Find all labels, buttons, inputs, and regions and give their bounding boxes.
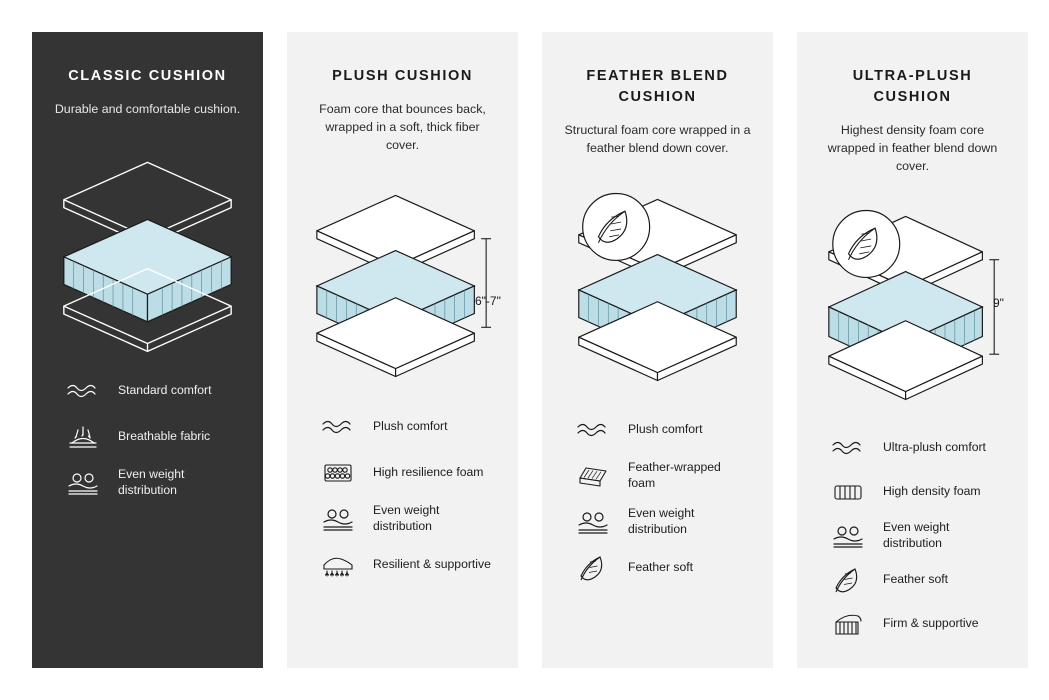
- cushion-card-ultra-plush: [797, 32, 1028, 668]
- page-title: FEATHER BLEND CUSHION: [586, 68, 729, 106]
- cushion-diagram-plush: [309, 165, 496, 403]
- list-item: [317, 457, 496, 489]
- waves-icon: [317, 411, 359, 443]
- list-item: [572, 506, 751, 538]
- feature-label: Feather soft: [883, 572, 949, 587]
- waves-icon: [827, 432, 869, 464]
- card-description: Durable and comfortable cushion.: [54, 102, 241, 117]
- feature-label: Feather-wrapped foam: [628, 460, 721, 490]
- feather-icon: [827, 564, 869, 596]
- page-title: CLASSIC CUSHION: [68, 68, 227, 84]
- feature-label: High density foam: [883, 484, 981, 499]
- cushion-card-classic: [32, 32, 263, 668]
- list-item: [827, 520, 1006, 552]
- feature-label: Plush comfort: [628, 422, 703, 437]
- card-description: Structural foam core wrapped in a feather blend down cover.: [564, 123, 751, 156]
- high-density-foam-icon: [827, 476, 869, 508]
- feature-label: Even weight distribution: [628, 506, 695, 536]
- dimension-marker: [481, 239, 491, 328]
- page-title: PLUSH CUSHION: [332, 68, 473, 84]
- even-weight-icon: [317, 503, 359, 535]
- dimension-label: 9": [993, 296, 1004, 310]
- even-weight-icon: [62, 467, 104, 499]
- list-item: [317, 503, 496, 535]
- honeycomb-foam-icon: [317, 457, 359, 489]
- feature-list: [819, 432, 1006, 640]
- feature-label: Firm & supportive: [883, 616, 979, 631]
- cushion-diagram-ultra-plush: [819, 186, 1006, 424]
- card-description: Foam core that bounces back, wrapped in a soft, thick fiber cover.: [319, 102, 486, 152]
- feather-icon: [572, 552, 614, 584]
- list-item: [317, 549, 496, 581]
- feature-label: Ultra-plush comfort: [883, 440, 986, 455]
- feature-label: Resilient & supportive: [373, 557, 491, 572]
- card-description: Highest density foam core wrapped in feather blend down cover.: [827, 123, 998, 173]
- list-item: [62, 467, 241, 499]
- even-weight-icon: [572, 506, 614, 538]
- feature-label: Feather soft: [628, 560, 694, 575]
- page-title: ULTRA-PLUSH CUSHION: [852, 68, 973, 106]
- feature-label: Even weight distribution: [373, 503, 440, 533]
- list-item: [827, 432, 1006, 464]
- list-item: [827, 608, 1006, 640]
- resilient-support-icon: [317, 549, 359, 581]
- waves-icon: [572, 414, 614, 446]
- even-weight-icon: [827, 520, 869, 552]
- feature-list: [564, 414, 751, 584]
- list-item: [827, 476, 1006, 508]
- cushion-card-feather-blend: [542, 32, 773, 668]
- feature-label: Even weight distribution: [883, 520, 950, 550]
- leaf-badge-icon: [833, 211, 900, 278]
- list-item: [62, 375, 241, 407]
- list-item: [572, 552, 751, 584]
- feature-list: [54, 375, 241, 499]
- feature-label: Standard comfort: [118, 383, 212, 398]
- list-item: [572, 414, 751, 446]
- breathable-fabric-icon: [62, 421, 104, 453]
- cushion-card-plush: [287, 32, 518, 668]
- leaf-badge-icon: [583, 193, 650, 260]
- waves-icon: [62, 375, 104, 407]
- list-item: [317, 411, 496, 443]
- feature-label: Breathable fabric: [118, 429, 211, 444]
- list-item: [62, 421, 241, 453]
- feature-label: High resilience foam: [373, 465, 484, 480]
- firm-supportive-icon: [827, 608, 869, 640]
- feature-label: Plush comfort: [373, 419, 448, 434]
- feather-wrapped-foam-icon: [572, 460, 614, 492]
- feature-list: [309, 411, 496, 581]
- list-item: [572, 460, 751, 492]
- feature-label: Even weight distribution: [118, 467, 185, 497]
- cushion-diagram-feather-blend: [564, 168, 751, 406]
- list-item: [827, 564, 1006, 596]
- dimension-label: 6"-7": [475, 294, 501, 308]
- cushion-diagram-classic: [54, 129, 241, 367]
- foam-core-layer: [64, 219, 231, 321]
